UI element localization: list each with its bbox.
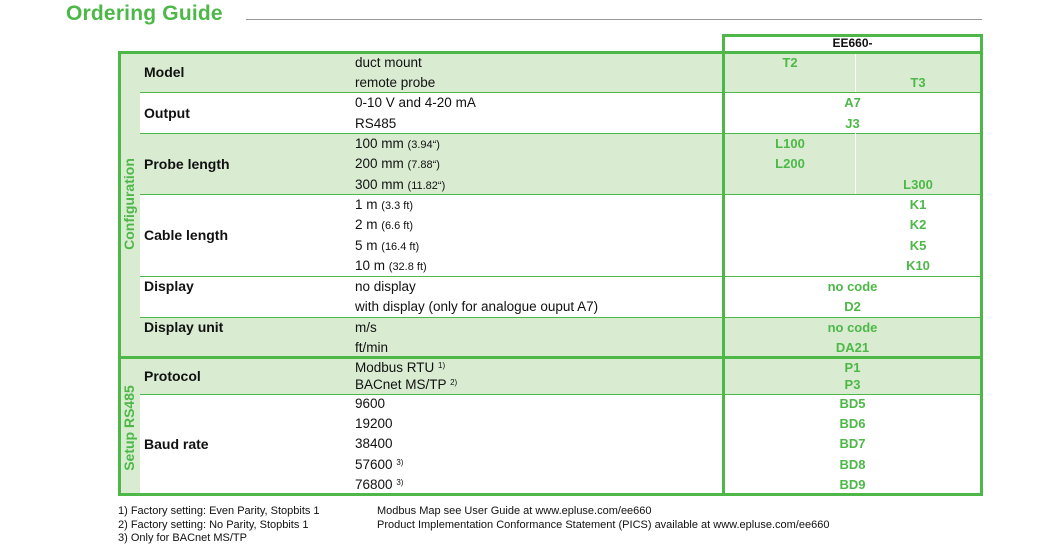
section-cable-length: Cable length [144, 227, 229, 243]
code-k1: K1 [909, 197, 927, 212]
code-l200: L200 [775, 156, 805, 171]
footnote-pics: Product Implementation Conformance Statement (PICS) available at www.epluse.com/ee660 [377, 518, 830, 531]
footnotes-left [118, 505, 320, 546]
section-model: Model [144, 64, 185, 80]
section-display: Display [144, 278, 194, 294]
option-baud-57600: 57600 $^{3)}$ [355, 457, 404, 472]
section-display-unit: Display unit [144, 319, 224, 335]
footnote-2: 2) Factory setting: No Parity, Stopbits 1 [118, 518, 309, 531]
code-k10: K10 [906, 258, 930, 273]
page-title: Ordering Guide [66, 2, 223, 25]
option-unit-ms: m/s [355, 320, 377, 335]
option-baud-9600: 9600 [355, 396, 386, 411]
code-t3: T3 [910, 75, 926, 90]
option-cable-2m: 2 m (6.6 ft) [355, 217, 414, 232]
code-d2: D2 [844, 299, 861, 314]
option-no-display: no display [355, 279, 416, 294]
code-t2: T2 [782, 55, 798, 70]
section-baud-rate: Baud rate [144, 436, 209, 452]
code-l300: L300 [903, 177, 933, 192]
title-rule [246, 19, 982, 20]
code-bd9: BD9 [839, 477, 866, 492]
code-display-none: no code [827, 279, 878, 294]
footnotes-right [377, 505, 829, 532]
code-k2: K2 [909, 217, 927, 232]
section-protocol: Protocol [144, 368, 201, 384]
option-modbus: Modbus RTU $^{1)}$ [355, 360, 446, 375]
option-probe-300: 300 mm (11.82“) [355, 177, 446, 192]
code-bd5: BD5 [839, 396, 866, 411]
option-remote-probe: remote probe [355, 75, 436, 90]
option-baud-76800: 76800 $^{3)}$ [355, 477, 404, 492]
option-unit-ftmin: ft/min [355, 340, 389, 355]
group-configuration-text: Configuration [121, 157, 138, 250]
option-baud-19200: 19200 [355, 416, 393, 431]
code-k5: K5 [909, 238, 927, 253]
code-j3: J3 [845, 116, 860, 131]
option-baud-38400: 38400 [355, 436, 393, 451]
section-probe-length: Probe length [144, 156, 230, 172]
group-setup-text: Setup RS485 [121, 384, 137, 471]
option-cable-10m: 10 m (32.8 ft) [355, 258, 427, 273]
code-a7: A7 [844, 95, 861, 110]
code-p3: P3 [844, 377, 861, 392]
code-p1: P1 [844, 360, 861, 375]
option-probe-100: 100 mm (3.94“) [355, 136, 440, 151]
code-unit-none: no code [827, 320, 878, 335]
option-bacnet: BACnet MS/TP $^{2)}$ [355, 377, 458, 392]
option-analog-output: 0-10 V and 4-20 mA [355, 95, 476, 110]
option-with-display: with display (only for analogue ouput A7) [355, 299, 599, 314]
code-da21: DA21 [835, 340, 870, 355]
code-prefix: EE660- [832, 36, 873, 50]
code-bd6: BD6 [839, 416, 866, 431]
option-rs485: RS485 [355, 116, 397, 131]
footnote-3: 3) Only for BACnet MS/TP [118, 532, 247, 544]
code-l100: L100 [775, 136, 805, 151]
section-output: Output [144, 105, 190, 121]
footnote-1: 1) Factory setting: Even Parity, Stopbits 1 [118, 505, 320, 517]
option-probe-200: 200 mm (7.88“) [355, 156, 440, 171]
option-duct-mount: duct mount [355, 55, 422, 70]
footnote-modbus-map: Modbus Map see User Guide at www.epluse.com/ee660 [377, 505, 652, 517]
code-bd7: BD7 [839, 436, 866, 451]
option-cable-5m: 5 m (16.4 ft) [355, 238, 420, 253]
code-bd8: BD8 [839, 457, 866, 472]
option-cable-1m: 1 m (3.3 ft) [355, 197, 414, 212]
